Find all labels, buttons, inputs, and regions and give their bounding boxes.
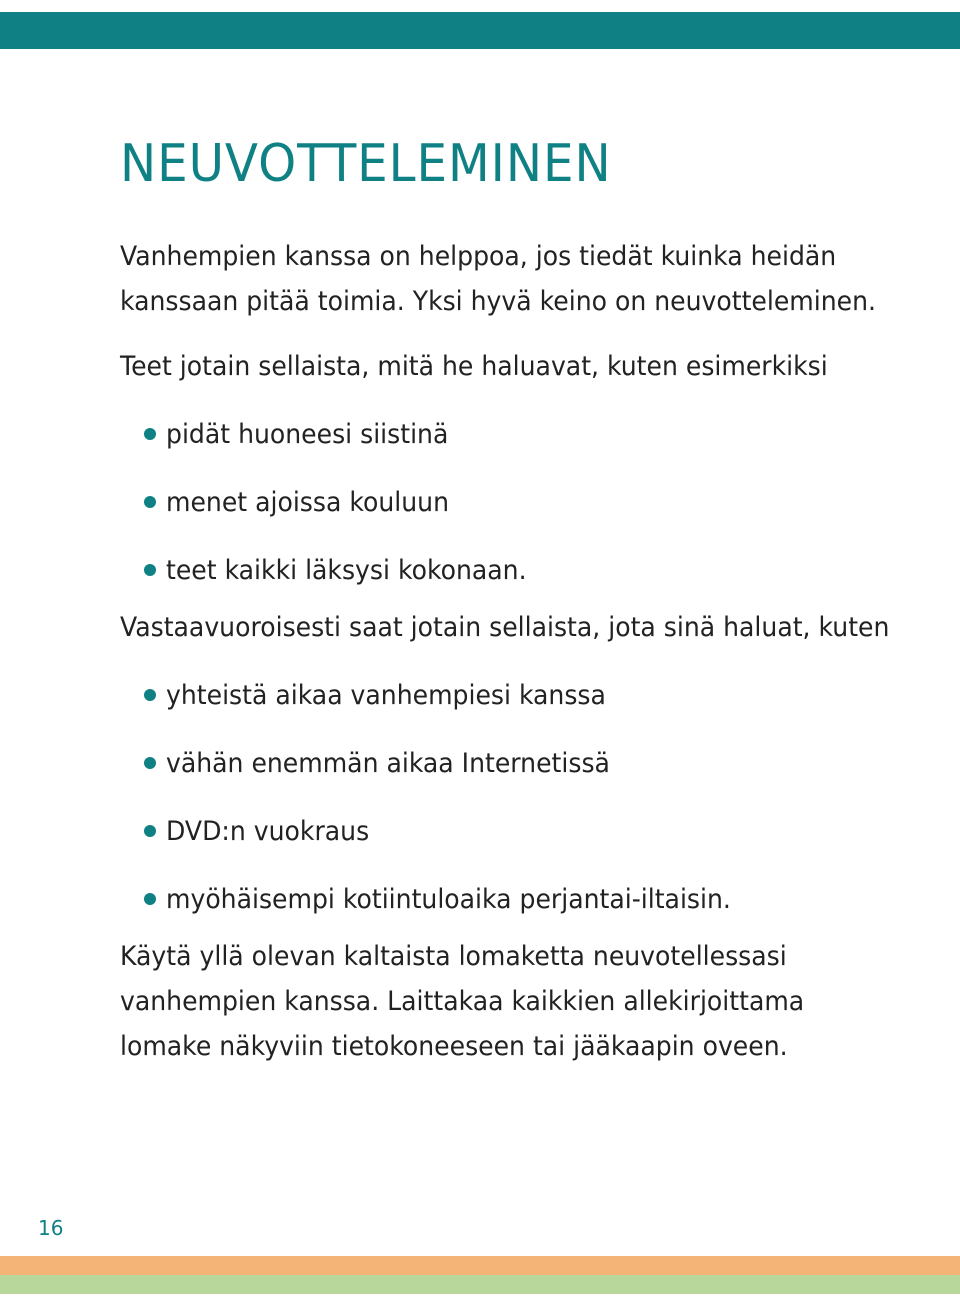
bullet-dot-icon [144,893,156,905]
list-item: DVD:n vuokraus [144,798,920,866]
page-title: NEUVOTTELEMINEN [120,134,612,194]
bullet-list-2 [120,662,920,934]
list-item: pidät huoneesi siistinä [144,401,920,469]
lead-paragraph-1: Teet jotain sellaista, mitä he haluavat, kuten esimerkiksi [120,351,828,382]
list-item: menet ajoissa kouluun [144,469,920,537]
bullet-dot-icon [144,428,156,440]
page-number: 16 [38,1216,64,1240]
bullet-dot-icon [144,689,156,701]
bullet-dot-icon [144,757,156,769]
intro-line-1: Vanhempien kanssa on helppoa, jos tiedät kuinka heidän [120,241,837,272]
bullet-dot-icon [144,564,156,576]
list-item: vähän enemmän aikaa Internetissä [144,730,920,798]
intro-line-2: kanssaan pitää toimia. Yksi hyvä keino on neuvotteleminen. [120,286,877,317]
closing-line-3: lomake näkyviin tietokoneeseen tai jääkaapin oveen. [120,1031,788,1062]
closing-line-1: Käytä yllä olevan kaltaista lomaketta neuvotellessasi [120,941,787,972]
list-item: yhteistä aikaa vanhempiesi kanssa [144,662,920,730]
list-item: teet kaikki läksysi kokonaan. [144,537,920,605]
bullet-list-1 [120,401,920,605]
bottom-bar-orange [0,1256,960,1275]
bullet-dot-icon [144,825,156,837]
bottom-bar-green [0,1275,960,1294]
bullet-dot-icon [144,496,156,508]
lead-paragraph-2: Vastaavuoroisesti saat jotain sellaista, jota sinä haluat, kuten [120,612,890,643]
list-item: myöhäisempi kotiintuloaika perjantai-iltaisin. [144,866,920,934]
closing-line-2: vanhempien kanssa. Laittakaa kaikkien allekirjoittama [120,986,805,1017]
page-content [120,132,920,1069]
top-color-bar [0,12,960,49]
